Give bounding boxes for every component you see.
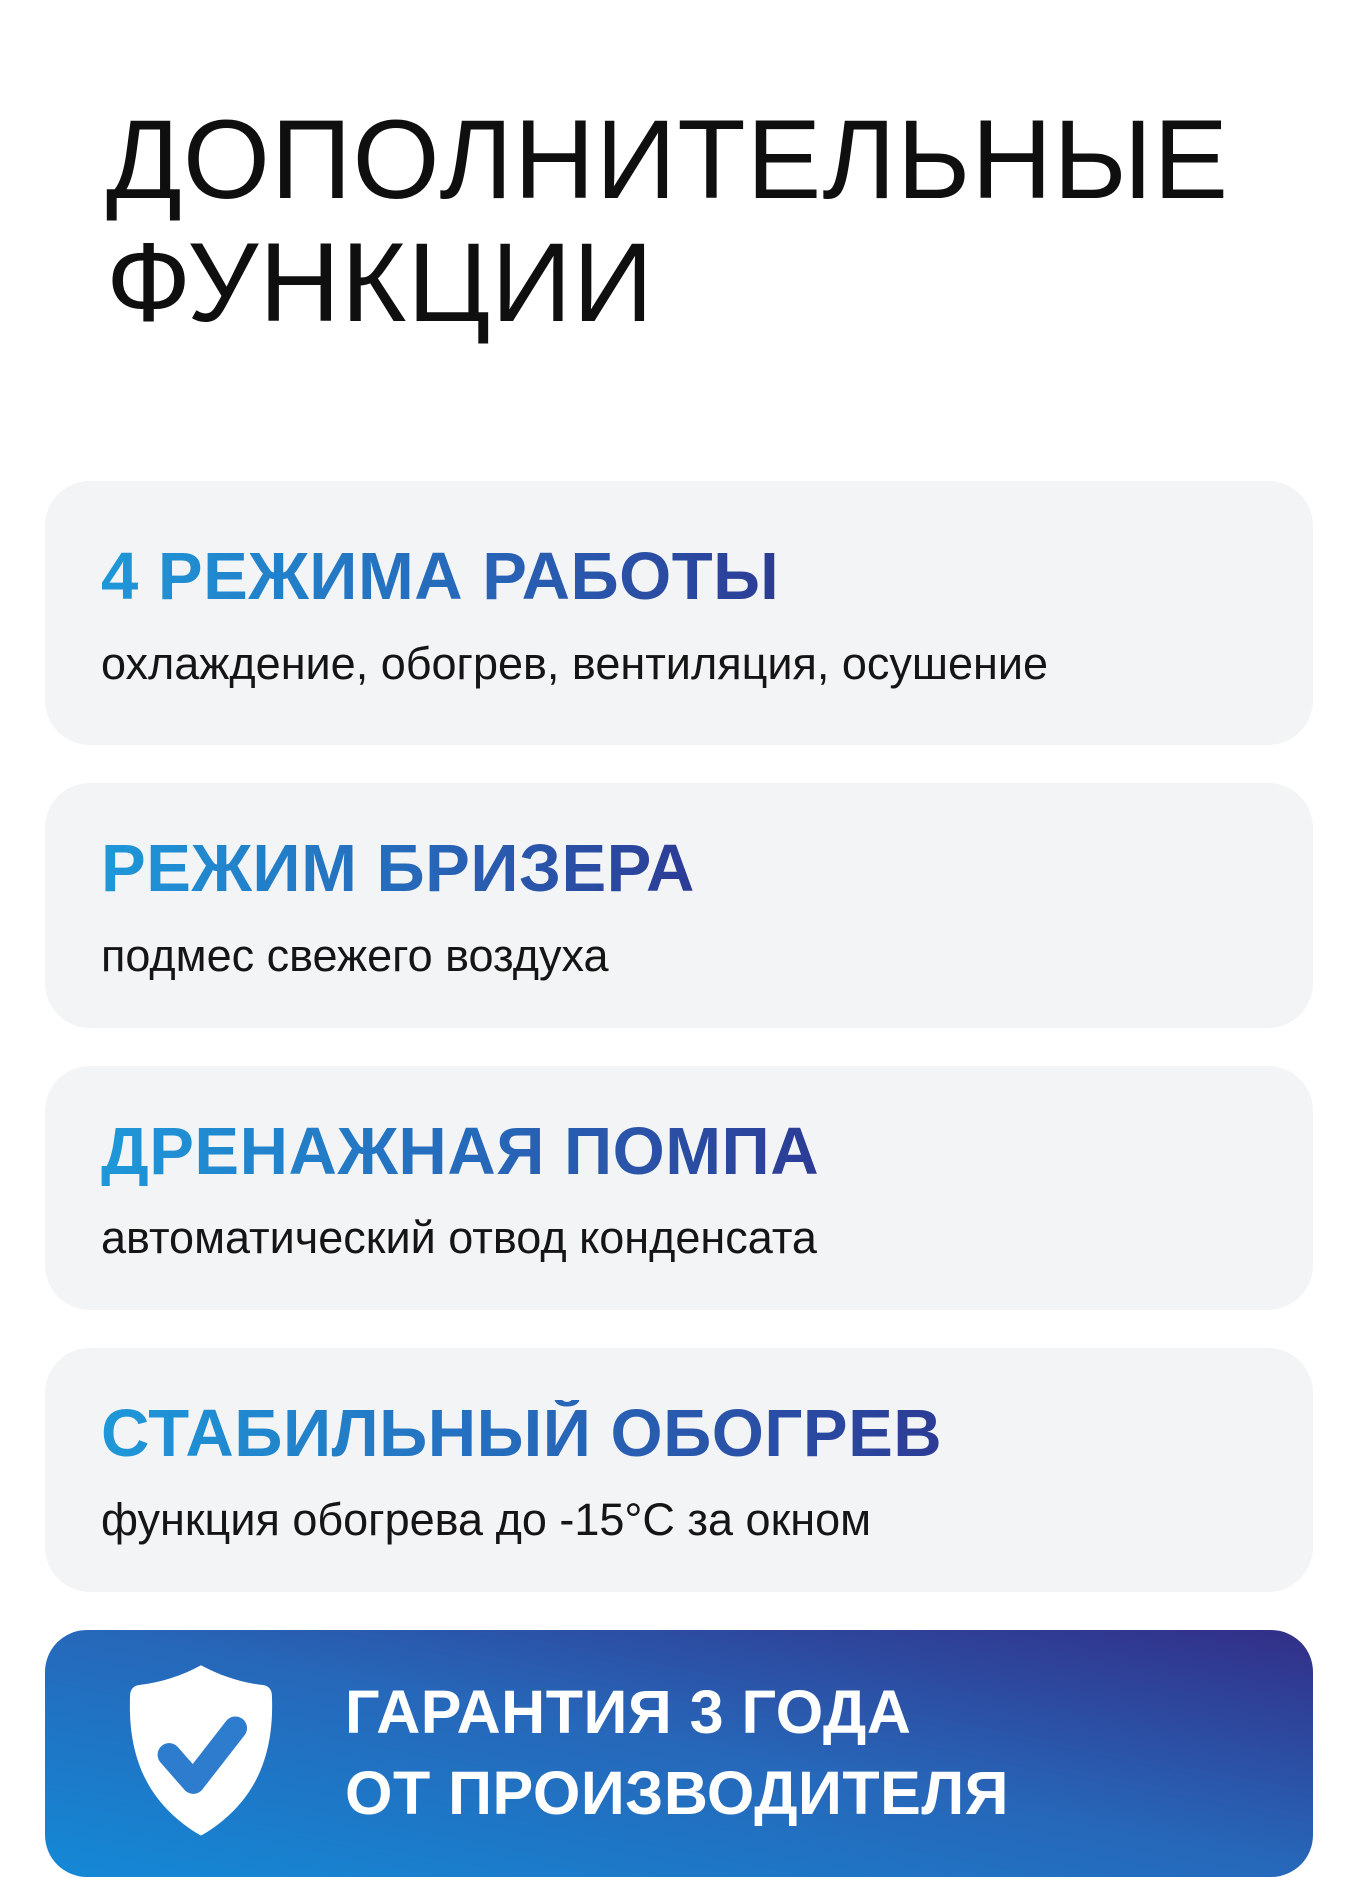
card-subtitle: охлаждение, обогрев, вентиляция, осушение (101, 637, 1049, 689)
card-title: 4 РЕЖИМА РАБОТЫ (101, 539, 780, 615)
feature-card-stable-heating (45, 1348, 1313, 1592)
card-title: ДРЕНАЖНАЯ ПОМПА (101, 1113, 820, 1189)
feature-card-breezer-mode (45, 783, 1313, 1027)
page-title-line2: ФУНКЦИИ (106, 220, 655, 346)
feature-card-drain-pump (45, 1066, 1313, 1310)
card-subtitle: подмес свежего воздуха (101, 929, 609, 981)
feature-cards (0, 481, 1358, 1591)
warranty-banner (45, 1630, 1313, 1877)
page-title (0, 0, 1358, 344)
feature-card-work-modes (45, 481, 1313, 745)
warranty-text (345, 1672, 1009, 1834)
card-subtitle: автоматический отвод конденсата (101, 1211, 817, 1263)
shield-check-icon (115, 1660, 287, 1846)
card-subtitle: функция обогрева до -15°С за окном (101, 1493, 872, 1545)
warranty-text-line2: ОТ ПРОИЗВОДИТЕЛЯ (345, 1759, 1009, 1828)
page-title-line1: ДОПОЛНИТЕЛЬНЫЕ (106, 97, 1230, 222)
card-title: РЕЖИМ БРИЗЕРА (101, 831, 695, 907)
card-title: СТАБИЛЬНЫЙ ОБОГРЕВ (101, 1395, 943, 1471)
warranty-text-line1: ГАРАНТИЯ 3 ГОДА (345, 1678, 912, 1747)
